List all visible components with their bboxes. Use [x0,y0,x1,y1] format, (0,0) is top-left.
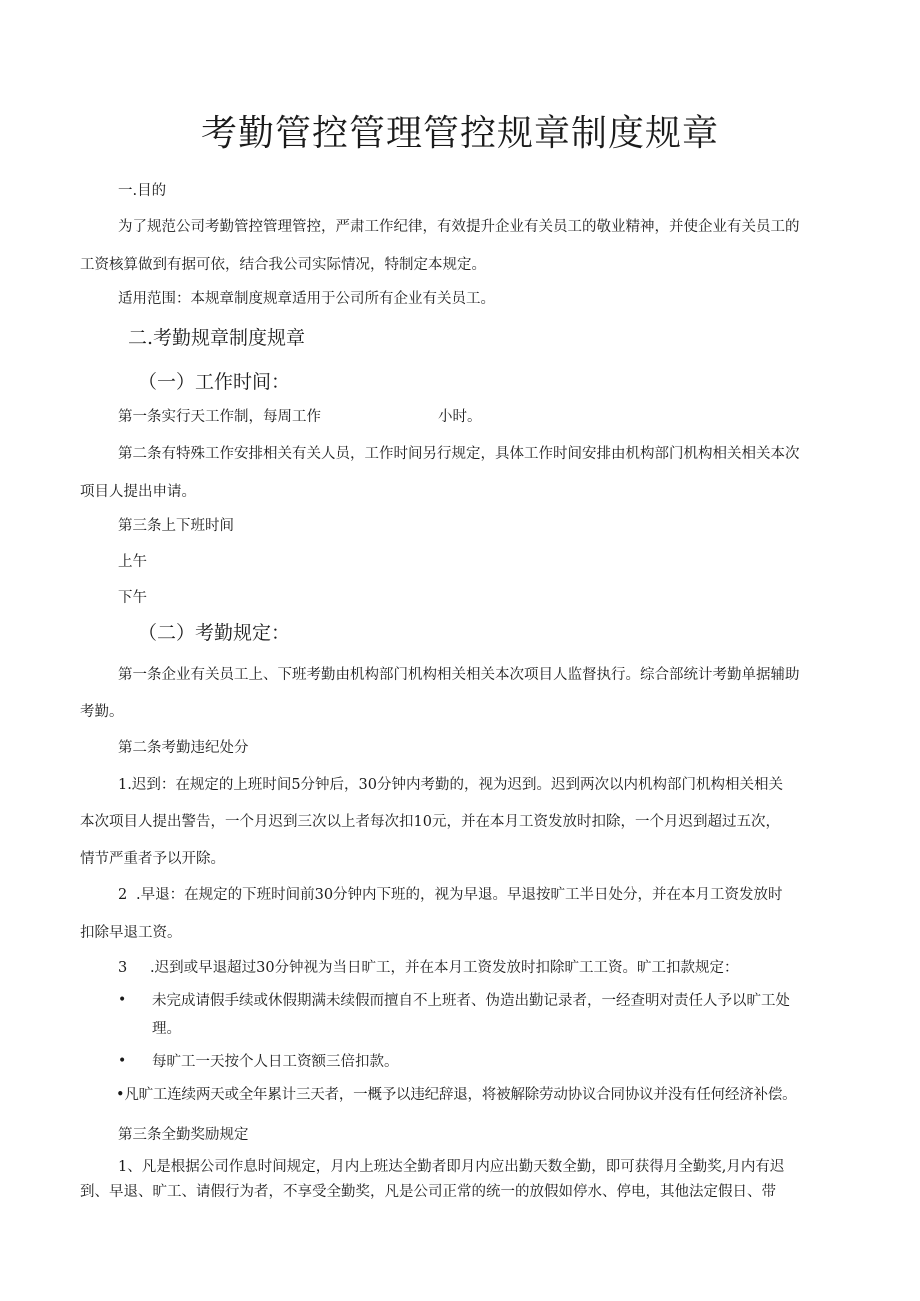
bullet-dot-icon: • [118,1053,127,1069]
early-rule-line2: 扣除早退工资。 [80,925,182,941]
document-title: 考勤管控管理管控规章制度规章 [200,113,719,154]
absence-bullet1-line1: 未完成请假手续或休假期满未续假而擅自不上班者、伪造出勤记录者，一经查明对责任人予以旷工处 [152,993,790,1009]
morning-label: 上午 [118,554,147,570]
section-purpose-heading: 一.目的 [118,183,167,199]
purpose-paragraph-line1: 为了规范公司考勤管控管理管控，严肃工作纪律，有效提升企业有关员工的敬业精神，并使企业有关员工的 [118,219,800,235]
work-hours-article2-line1: 第二条有特殊工作安排相关有关人员，工作时间另行规定，具体工作时间安排由机构部门机构相关相关本次 [118,446,800,462]
absence-bullet2: 每旷工一天按个人日工资额三倍扣款。 [152,1054,399,1070]
late-rule-line3: 情节严重者予以开除。 [80,851,225,867]
early-rule-line1: .早退：在规定的下班时间前30分钟内下班的，视为早退。早退按旷工半日处分，并在本月工资发放时 [136,887,783,903]
attendance-article1-line2: 考勤。 [80,704,124,720]
absence-rule-number: 3 [118,960,128,976]
subsection-attendance-heading: （二）考勤规定： [138,622,291,644]
full-attendance-line1: 1、凡是根据公司作息时间规定，月内上班达全勤者即月内应出勤天数全勤，即可获得月全勤奖,月内有迟 [118,1159,785,1175]
attendance-article2: 第二条考勤违纪处分 [118,740,249,756]
absence-rule-line1: .迟到或早退超过30分钟视为当日旷工，并在本月工资发放时扣除旷工工资。旷工扣款规定： [150,960,739,976]
late-rule-line2: 本次项目人提出警告，一个月迟到三次以上者每次扣10元，并在本月工资发放时扣除，一个月迟到超过五次， [80,814,780,830]
bullet-dot-icon: • [118,992,127,1008]
work-hours-article1-part2: 小时。 [438,409,482,425]
work-hours-article3: 第三条上下班时间 [118,518,234,534]
attendance-article3: 第三条全勤奖励规定 [118,1127,249,1143]
absence-bullet3: •凡旷工连续两天或全年累计三天者，一概予以违纪辞退，将被解除劳动协议合同协议并没有任何经济补偿。 [116,1087,797,1103]
work-hours-article2-line2: 项目人提出申请。 [80,484,196,500]
purpose-paragraph-line2: 工资核算做到有据可依，结合我公司实际情况，特制定本规定。 [80,257,486,273]
section-rules-heading: 二.考勤规章制度规章 [128,327,306,349]
afternoon-label: 下午 [118,590,147,606]
subsection-work-hours-heading: （一）工作时间： [138,371,291,393]
scope-paragraph: 适用范围：本规章制度规章适用于公司所有企业有关员工。 [118,291,495,307]
early-rule-number: 2 [118,887,128,903]
late-rule-line1: 1.迟到：在规定的上班时间5分钟后，30分钟内考勤的，视为迟到。迟到两次以内机构部门机构相关相关 [118,777,784,793]
absence-bullet1-line2: 理。 [152,1021,181,1037]
attendance-article1-line1: 第一条企业有关员工上、下班考勤由机构部门机构相关相关本次项目人监督执行。综合部统计考勤单据辅助 [118,667,800,683]
work-hours-article1-part1: 第一条实行天工作制，每周工作 [118,409,321,425]
full-attendance-line2: 到、早退、旷工、请假行为者，不享受全勤奖，凡是公司正常的统一的放假如停水、停电，其他法定假日、带 [80,1184,776,1200]
